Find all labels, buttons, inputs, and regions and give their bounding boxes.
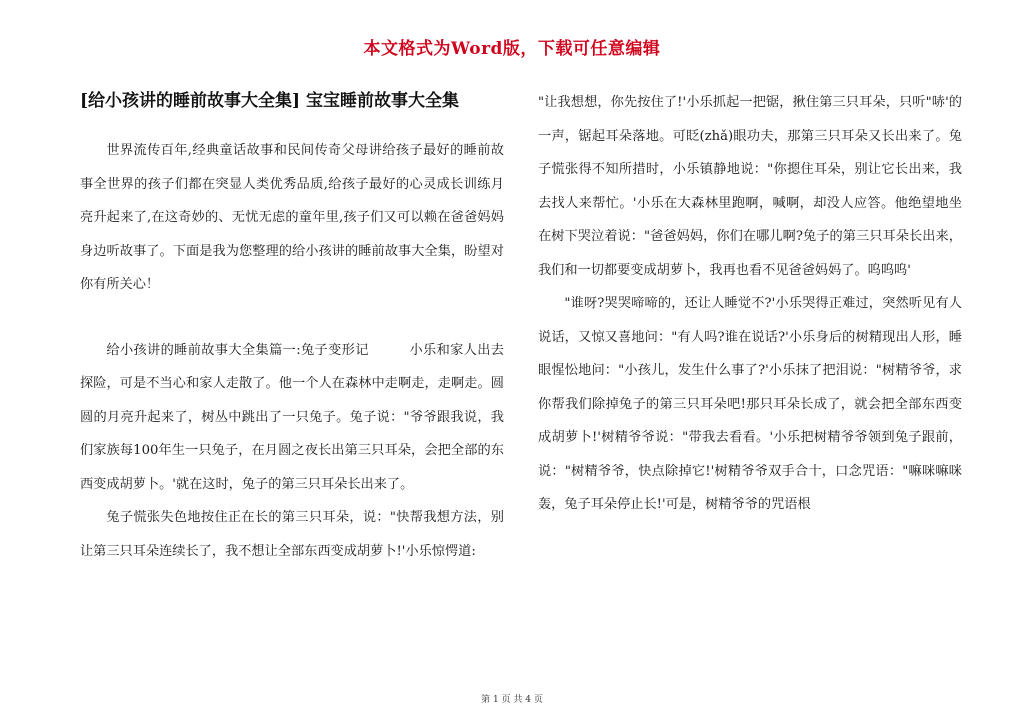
story-paragraph: 兔子慌张失色地按住正在长的第三只耳朵，说："快帮我想方法，别让第三只耳朵连续长了，我不想让全部东西变成胡萝卜!'小乐惊愕道: bbox=[80, 510, 504, 559]
left-column bbox=[80, 86, 504, 568]
page-number: 第 1 页 共 4 页 bbox=[481, 695, 543, 705]
story-paragraph: "让我想想，你先按住了!'小乐抓起一把锯，揪住第三只耳朵，只听"哧'的一声，锯起耳朵落地。可眨(zhǎ)眼功夫，那第三只耳朵又长出来了。兔子慌张得不知所措时，小乐镇静地说："你摁住耳朵，别让它长出来，我去找人来帮忙。'小乐在大森林里跑啊，喊啊，却没人应答。他绝望地坐在树下哭泣着说："爸爸妈妈，你们在哪儿啊?兔子的第三只耳朵长出来，我们和一切都要变成胡萝卜，我再也看不见爸爸妈妈了。呜呜呜' bbox=[538, 95, 962, 278]
word-format-banner: 本文格式为Word版，下载可任意编辑 bbox=[363, 39, 661, 59]
story-paragraph: "谁呀?哭哭啼啼的，还让人睡觉不?'小乐哭得正难过，突然听见有人说话，又惊又喜地问："有人吗?谁在说话?'小乐身后的树精现出人形，睡眼惺忪地问："小孩儿，发生什么事了?'小乐抹了把泪说："树精爷爷，求你帮我们除掉兔子的第三只耳朵吧!那只耳朵长成了，就会把全部东西变成胡萝卜!'树精爷爷说："带我去看看。'小乐把树精爷爷领到兔子跟前，说："树精爷爷，快点除掉它!'树精爷爷双手合十，口念咒语："嘛咪嘛咪轰，兔子耳朵停止长!'可是，树精爷爷的咒语根 bbox=[538, 296, 962, 512]
intro-paragraph: 世界流传百年,经典童话故事和民间传奇父母讲给孩子最好的睡前故事全世界的孩子们都在突显人类优秀品质,给孩子最好的心灵成长训练月亮升起来了,在这奇妙的、无忧无虑的童年里,孩子们又可以赖在爸爸妈妈身边听故事了。下面是我为您整理的给小孩讲的睡前故事大全集，盼望对你有所关心！ bbox=[80, 143, 504, 292]
right-column bbox=[538, 86, 962, 522]
story-paragraph: 给小孩讲的睡前故事大全集篇一:兔子变形记 小乐和家人出去探险，可是不当心和家人走散了。他一个人在森林中走啊走，走啊走。圆圆的月亮升起来了，树丛中跳出了一只兔子。兔子说："爷爷跟我说，我们家族每100年生一只兔子，在月圆之夜长出第三只耳朵，会把全部的东西变成胡萝卜。'就在这时，兔子的第三只耳朵长出来了。 bbox=[80, 342, 504, 492]
document-title: [给小孩讲的睡前故事大全集] 宝宝睡前故事大全集 bbox=[80, 91, 460, 111]
